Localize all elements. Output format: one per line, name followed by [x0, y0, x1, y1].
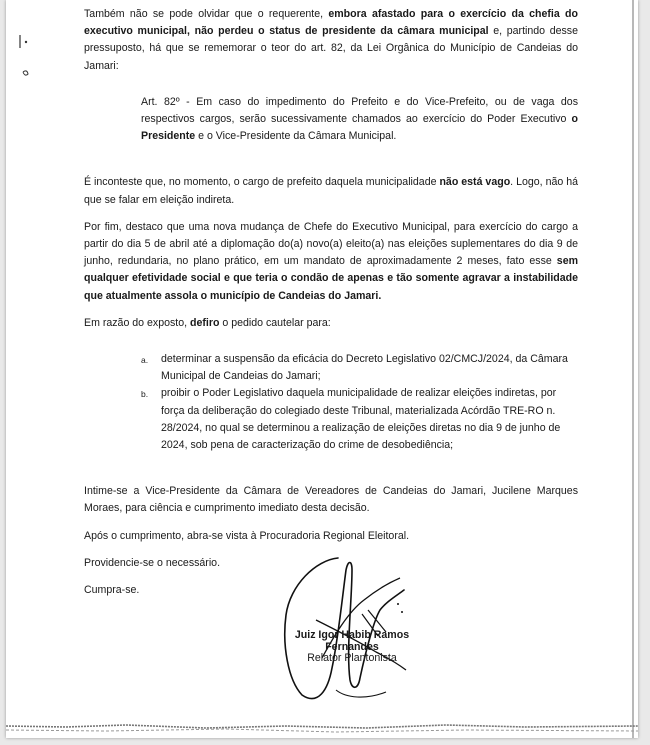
decision-list: [84, 351, 578, 454]
bold-text: não está vago: [439, 176, 511, 189]
paragraph-8: Cumpra-se.: [84, 584, 140, 597]
text-run: . Logo, não há que se falar em eleição indireta.: [84, 176, 579, 206]
text-run: É inconteste que, no momento, o cargo de prefeito daquela municipalidade: [84, 176, 440, 189]
text-run: Por fim, destaco que uma nova mudança de Chefe do Executivo Municipal, para exercício do cargo a partir do dia 5 de abril até a diplomação do(a) novo(a) eleito(a) nas eleições suplementares do dia 9 de junho, redundaria, no plano prático, em um mandato de aproximadamente 2 meses, fato esse: [84, 220, 578, 268]
text-run: e, partindo desse pressuposto, há que se rememorar o teor do art. 82, da Lei Orgânica do Município de Candeias do Jamari:: [84, 25, 578, 72]
text-run: Art. 82º - Em caso do impedimento do Prefeito e do Vice-Prefeito, ou de vaga dos respectivos cargos, serão sucessivamente chamados ao exercício do Poder Executivo: [141, 95, 578, 126]
text-run: Também não se pode olvidar que o requerente,: [84, 8, 329, 20]
handwritten-signature: [276, 540, 436, 710]
list-item: a. determinar a suspensão da eficácia do Decreto Legislativo 02/CMCJ/2024, da Câmara Municipal de Candeias do Jamari;: [141, 353, 568, 383]
signature-role: Relator Plantonista: [307, 652, 397, 664]
paragraph-7: Providencie-se o necessário.: [84, 556, 221, 569]
quoted-article: [141, 94, 578, 146]
text-run: Em razão do exposto,: [84, 316, 190, 329]
paragraph-2: [84, 174, 578, 208]
scan-noise-bottom: [6, 720, 638, 738]
document-body: [84, 6, 578, 599]
list-item: b. proibir o Poder Legislativo daquela municipalidade de realizar eleições indiretas, por força da deliberação do colegiado deste Tribunal, materializada Acórdão TRE-RO n. 28/2024, no qual se determinou a realização de eleições diretas no dia 9 de junho de 2024, sob pena de caracterização do crime de desobediência;: [141, 387, 561, 452]
text-run: o pedido cautelar para:: [219, 316, 331, 329]
bold-text: o Presidente: [141, 113, 578, 143]
paragraph-1: [84, 6, 578, 75]
paragraph-5: Intime-se a Vice-Presidente da Câmara de Vereadores de Candeias do Jamari, Jucilene Marques Moraes, para ciência e cumprimento imediato desta decisão.: [84, 485, 578, 515]
paragraph-6: Após o cumprimento, abra-se vista à Procuradoria Regional Eleitoral.: [84, 529, 410, 542]
bold-text: sem qualquer efetividade social e que teria o condão de apenas e tão somente agravar a instabilidade que atualmente assola o município de Candeias do Jamari.: [84, 255, 578, 302]
paragraph-3: [84, 219, 578, 305]
margin-marks: [6, 30, 36, 90]
signature-name: Juiz Igor Habib Ramos Fernandes: [294, 629, 410, 653]
page-edge-shadow: [632, 0, 634, 738]
document-page: [6, 0, 638, 738]
bold-text: embora afastado para o exercício da chefia do executivo municipal, não perdeu o status de presidente da câmara municipal: [84, 8, 578, 38]
paragraph-4: [84, 315, 578, 332]
text-run: e o Vice-Presidente da Câmara Municipal.: [195, 130, 397, 143]
bold-text: defiro: [190, 316, 220, 329]
